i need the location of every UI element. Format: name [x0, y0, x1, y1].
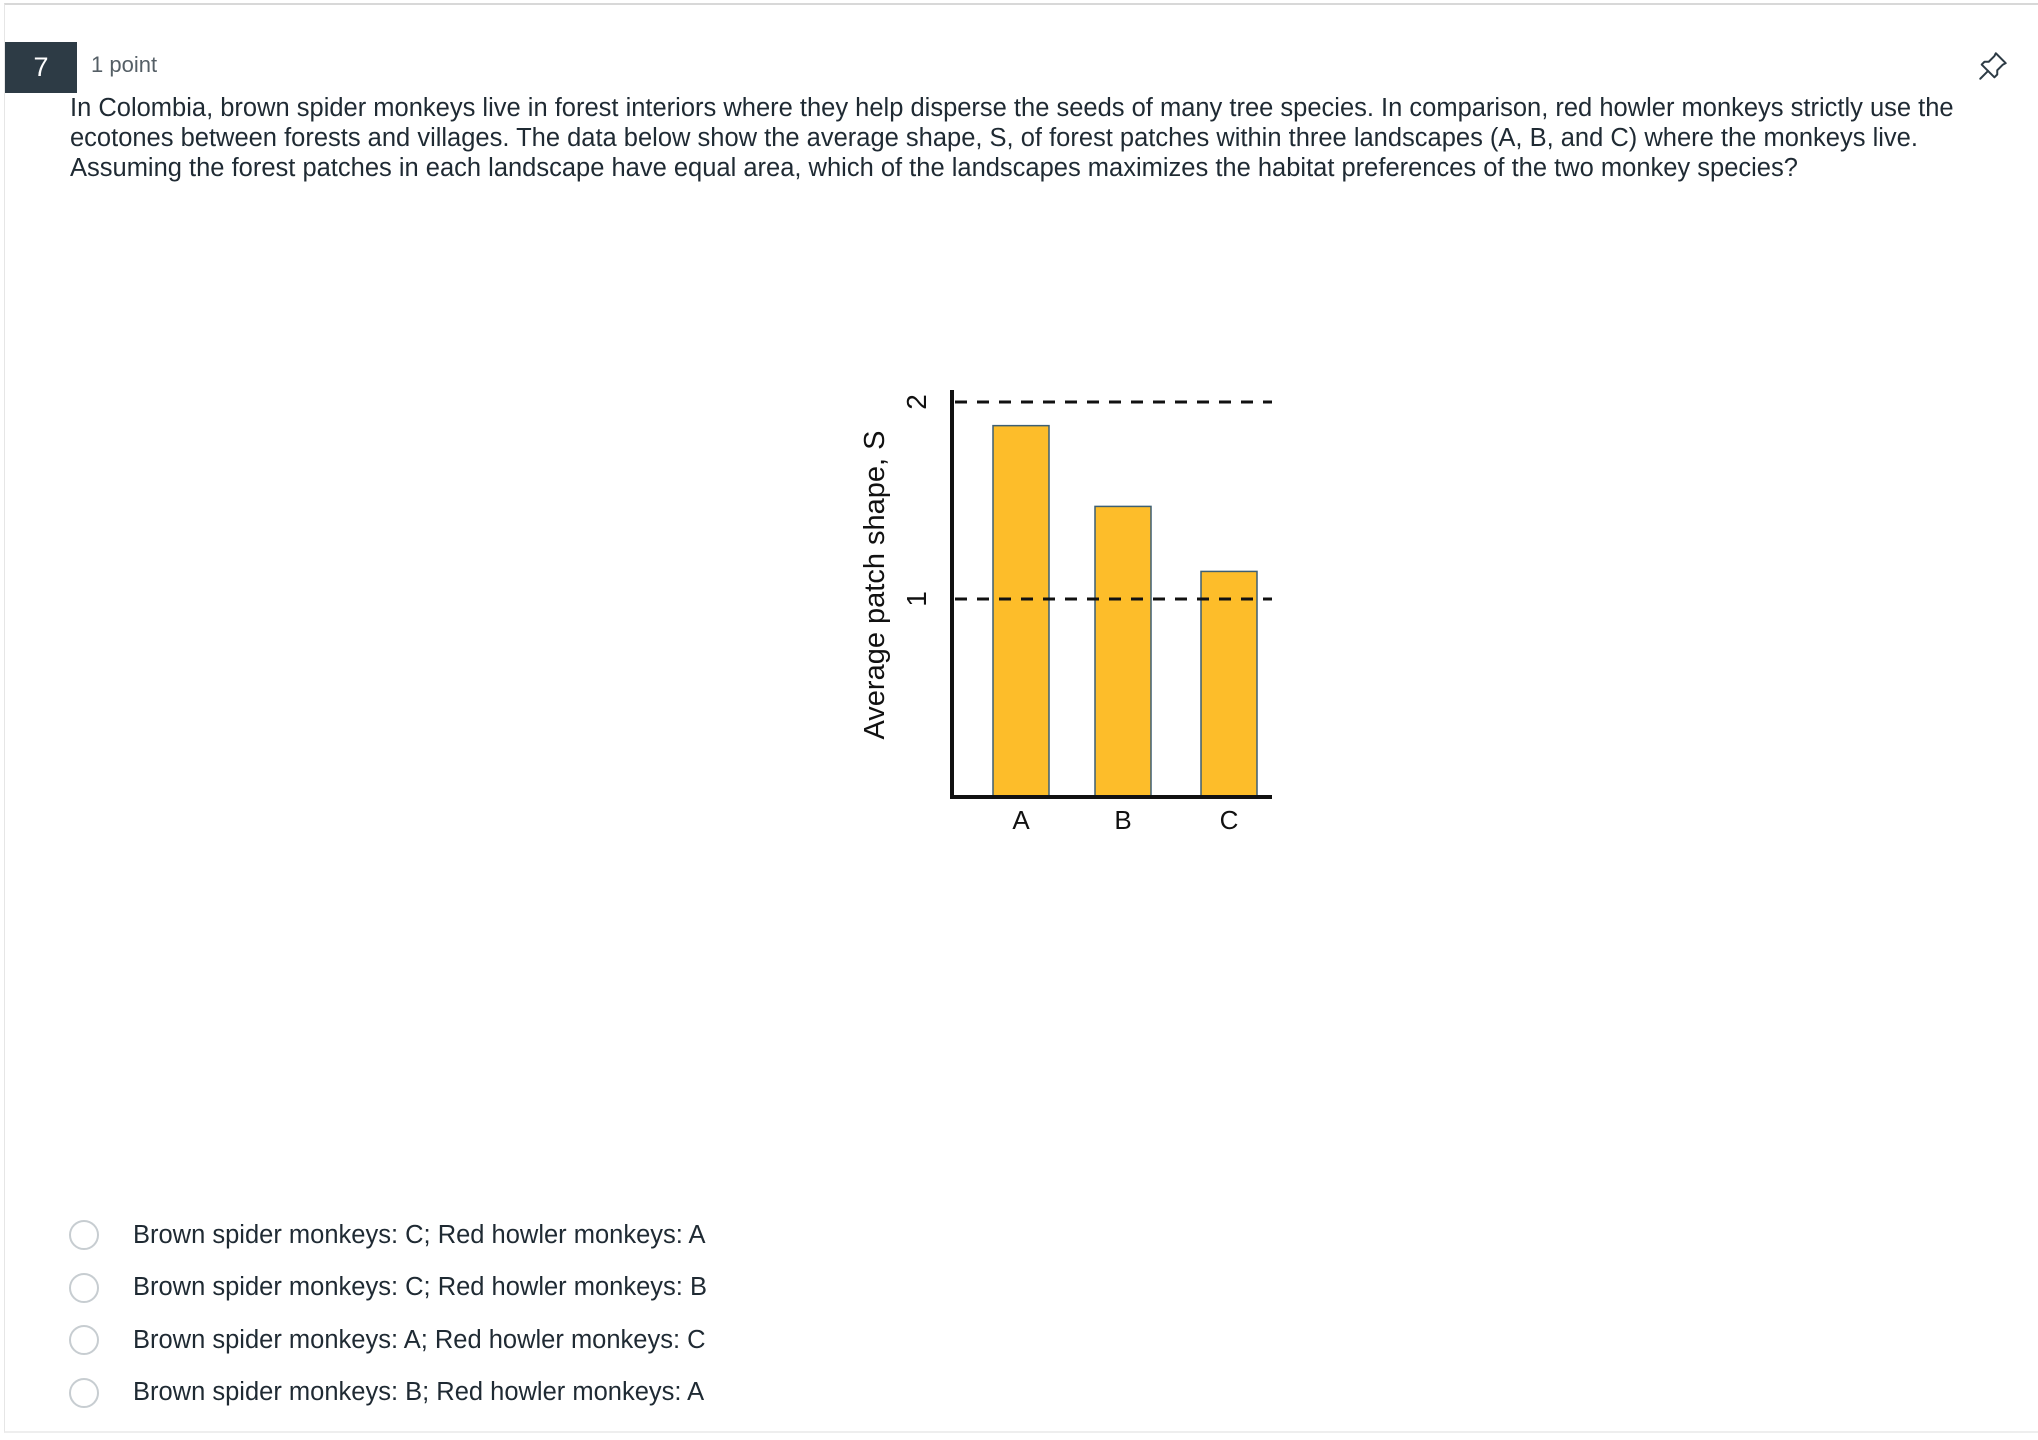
answer-option[interactable]: [69, 1262, 707, 1315]
answer-radio[interactable]: [69, 1273, 99, 1303]
answer-label[interactable]: Brown spider monkeys: A; Red howler monkeys: C: [133, 1325, 706, 1354]
answer-radio[interactable]: [69, 1378, 99, 1408]
bar-B: [1095, 506, 1151, 796]
answer-radio[interactable]: [69, 1220, 99, 1250]
question-card: [4, 3, 2038, 1433]
bar-chart: [845, 375, 1295, 855]
bar-C: [1201, 571, 1257, 796]
answer-radio[interactable]: [69, 1325, 99, 1355]
question-number: 7: [5, 42, 77, 93]
answer-label[interactable]: Brown spider monkeys: C; Red howler monkeys: B: [133, 1273, 707, 1302]
y-axis-label: Average patch shape, S: [859, 430, 891, 740]
answer-option[interactable]: [69, 1367, 707, 1420]
question-text: In Colombia, brown spider monkeys live in forest interiors where they help disperse the seeds of many tree species. In comparison, red howler monkeys strictly use the ecotones between forests and villages. The data below show the average shape, S, of forest patches within three landscapes (A, B, and C) where the monkeys live. Assuming the forest patches in each landscape have equal area, which of the landscapes maximizes the habitat preferences of the two monkey species?: [70, 94, 1954, 182]
y-tick-label-2: 2: [901, 394, 932, 410]
answer-label[interactable]: Brown spider monkeys: C; Red howler monkeys: A: [133, 1220, 706, 1249]
question-points: 1 point: [91, 52, 158, 77]
x-tick-labels: [1012, 805, 1238, 835]
x-tick-label-A: A: [1012, 805, 1030, 835]
y-tick-label-1: 1: [901, 591, 932, 607]
x-tick-label-C: C: [1219, 805, 1239, 835]
answer-label[interactable]: Brown spider monkeys: B; Red howler monkeys: A: [133, 1378, 705, 1407]
pin-icon[interactable]: [1976, 49, 2010, 83]
bar-A: [993, 426, 1049, 796]
answer-list: [69, 1209, 707, 1419]
answer-option[interactable]: [69, 1314, 707, 1367]
y-ticks: [901, 394, 932, 607]
bars: [993, 426, 1257, 796]
answer-option[interactable]: [69, 1209, 707, 1262]
x-tick-label-B: B: [1114, 805, 1132, 835]
